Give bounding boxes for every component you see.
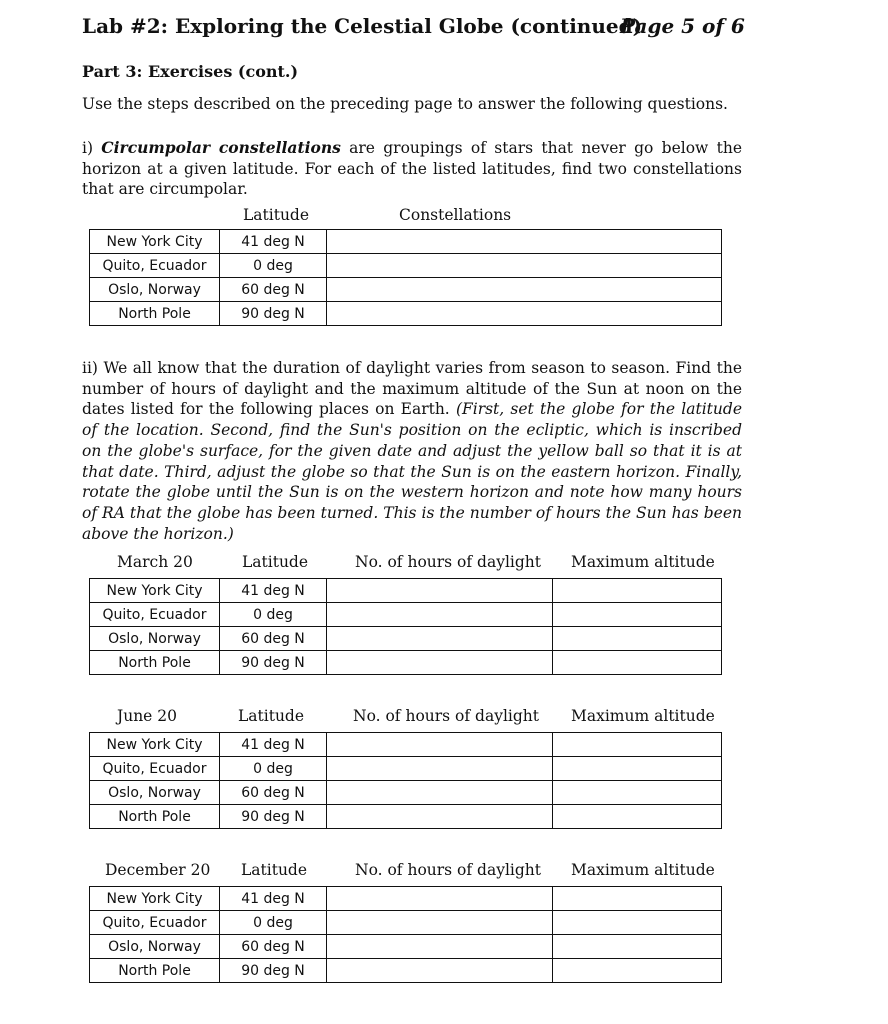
city-cell: New York City — [90, 887, 220, 911]
table-row — [90, 254, 722, 278]
max-altitude-answer-cell[interactable] — [553, 579, 722, 603]
table-row — [90, 757, 722, 781]
table-row — [90, 911, 722, 935]
table-row — [90, 733, 722, 757]
daylight-hours-answer-cell[interactable] — [327, 781, 553, 805]
constellations-answer-cell[interactable] — [327, 278, 722, 302]
city-cell: New York City — [90, 230, 220, 254]
latitude-cell: 60 deg N — [220, 278, 327, 302]
latitude-cell: 0 deg — [220, 603, 327, 627]
max-altitude-answer-cell[interactable] — [553, 805, 722, 829]
circumpolar-table — [89, 229, 722, 326]
city-cell: Oslo, Norway — [90, 781, 220, 805]
latitude-cell: 90 deg N — [220, 805, 327, 829]
march-20-table — [89, 578, 722, 675]
question-2-text — [82, 358, 742, 544]
city-cell: North Pole — [90, 959, 220, 983]
max-altitude-answer-cell[interactable] — [553, 781, 722, 805]
table-row — [90, 627, 722, 651]
table-row — [90, 959, 722, 983]
table-row — [90, 230, 722, 254]
june-altitude-header: Maximum altitude — [571, 707, 715, 725]
daylight-hours-answer-cell[interactable] — [327, 887, 553, 911]
latitude-cell: 41 deg N — [220, 733, 327, 757]
latitude-cell: 0 deg — [220, 757, 327, 781]
constellations-answer-cell[interactable] — [327, 230, 722, 254]
page-number: Page 5 of 6 — [620, 14, 745, 38]
max-altitude-answer-cell[interactable] — [553, 959, 722, 983]
max-altitude-answer-cell[interactable] — [553, 733, 722, 757]
city-cell: Oslo, Norway — [90, 627, 220, 651]
city-cell: Quito, Ecuador — [90, 757, 220, 781]
city-cell: Quito, Ecuador — [90, 254, 220, 278]
march-latitude-header: Latitude — [242, 553, 309, 571]
max-altitude-answer-cell[interactable] — [553, 935, 722, 959]
city-cell: Oslo, Norway — [90, 278, 220, 302]
intro-text: Use the steps described on the preceding page to answer the following questions. — [82, 95, 728, 113]
city-cell: New York City — [90, 733, 220, 757]
part-heading: Part 3: Exercises (cont.) — [82, 62, 299, 81]
table-row — [90, 781, 722, 805]
december-altitude-header: Maximum altitude — [571, 861, 715, 879]
june-hours-header: No. of hours of daylight — [353, 707, 540, 725]
max-altitude-answer-cell[interactable] — [553, 603, 722, 627]
latitude-cell: 41 deg N — [220, 579, 327, 603]
city-cell: Quito, Ecuador — [90, 603, 220, 627]
city-cell: North Pole — [90, 805, 220, 829]
max-altitude-answer-cell[interactable] — [553, 627, 722, 651]
daylight-hours-answer-cell[interactable] — [327, 911, 553, 935]
question-1-text — [82, 138, 742, 200]
question-1-body: are groupings of stars that never go below the horizon at a given latitude. For each of the listed latitudes, find two constellations that are circumpolar. — [82, 139, 742, 199]
daylight-hours-answer-cell[interactable] — [327, 603, 553, 627]
daylight-hours-answer-cell[interactable] — [327, 805, 553, 829]
city-cell: North Pole — [90, 302, 220, 326]
table-row — [90, 805, 722, 829]
june-20-table — [89, 732, 722, 829]
march-hours-header: No. of hours of daylight — [355, 553, 542, 571]
table-row — [90, 579, 722, 603]
december-hours-header: No. of hours of daylight — [355, 861, 542, 879]
constellations-answer-cell[interactable] — [327, 254, 722, 278]
table-row — [90, 603, 722, 627]
latitude-cell: 90 deg N — [220, 959, 327, 983]
table-row — [90, 278, 722, 302]
max-altitude-answer-cell[interactable] — [553, 651, 722, 675]
table-row — [90, 935, 722, 959]
q1-constellations-header: Constellations — [399, 206, 512, 224]
question-1-term: Circumpolar constellations — [101, 138, 341, 157]
latitude-cell: 41 deg N — [220, 887, 327, 911]
latitude-cell: 60 deg N — [220, 627, 327, 651]
constellations-answer-cell[interactable] — [327, 302, 722, 326]
december-latitude-header: Latitude — [241, 861, 308, 879]
daylight-hours-answer-cell[interactable] — [327, 627, 553, 651]
latitude-cell: 41 deg N — [220, 230, 327, 254]
max-altitude-answer-cell[interactable] — [553, 887, 722, 911]
latitude-cell: 0 deg — [220, 911, 327, 935]
latitude-cell: 0 deg — [220, 254, 327, 278]
city-cell: Oslo, Norway — [90, 935, 220, 959]
city-cell: New York City — [90, 579, 220, 603]
december-date-header: December 20 — [105, 861, 211, 879]
latitude-cell: 90 deg N — [220, 302, 327, 326]
june-date-header: June 20 — [117, 707, 178, 725]
latitude-cell: 90 deg N — [220, 651, 327, 675]
march-altitude-header: Maximum altitude — [571, 553, 715, 571]
daylight-hours-answer-cell[interactable] — [327, 935, 553, 959]
table-row — [90, 651, 722, 675]
daylight-hours-answer-cell[interactable] — [327, 579, 553, 603]
march-date-header: March 20 — [117, 553, 193, 571]
latitude-cell: 60 deg N — [220, 781, 327, 805]
december-20-table — [89, 886, 722, 983]
daylight-hours-answer-cell[interactable] — [327, 959, 553, 983]
daylight-hours-answer-cell[interactable] — [327, 651, 553, 675]
latitude-cell: 60 deg N — [220, 935, 327, 959]
max-altitude-answer-cell[interactable] — [553, 911, 722, 935]
max-altitude-answer-cell[interactable] — [553, 757, 722, 781]
table-row — [90, 302, 722, 326]
june-latitude-header: Latitude — [238, 707, 305, 725]
city-cell: North Pole — [90, 651, 220, 675]
question-2-instructions: (First, set the globe for the latitude of the location. Second, find the Sun's position on the ecliptic, which is inscribed on the globe's surface, for the given date and adjust the yellow ball so that it is at that date. Third, adjust the globe so that the Sun is on the eastern horizon. Finally, rotate the globe until the Sun is on the western horizon and note how many hours of RA that the globe has been turned. This is the number of hours the Sun has been above the horizon.) — [82, 400, 742, 543]
daylight-hours-answer-cell[interactable] — [327, 733, 553, 757]
q1-latitude-header: Latitude — [243, 206, 310, 224]
question-2-body: ii) We all know that the duration of daylight varies from season to season. Find the number of hours of daylight and the maximum altitude of the Sun at noon on the dates listed for the following places on Earth. — [82, 359, 742, 419]
city-cell: Quito, Ecuador — [90, 911, 220, 935]
document-title: Lab #2: Exploring the Celestial Globe (continued) — [82, 14, 643, 38]
table-row — [90, 887, 722, 911]
daylight-hours-answer-cell[interactable] — [327, 757, 553, 781]
question-1-number: i) — [82, 139, 102, 157]
